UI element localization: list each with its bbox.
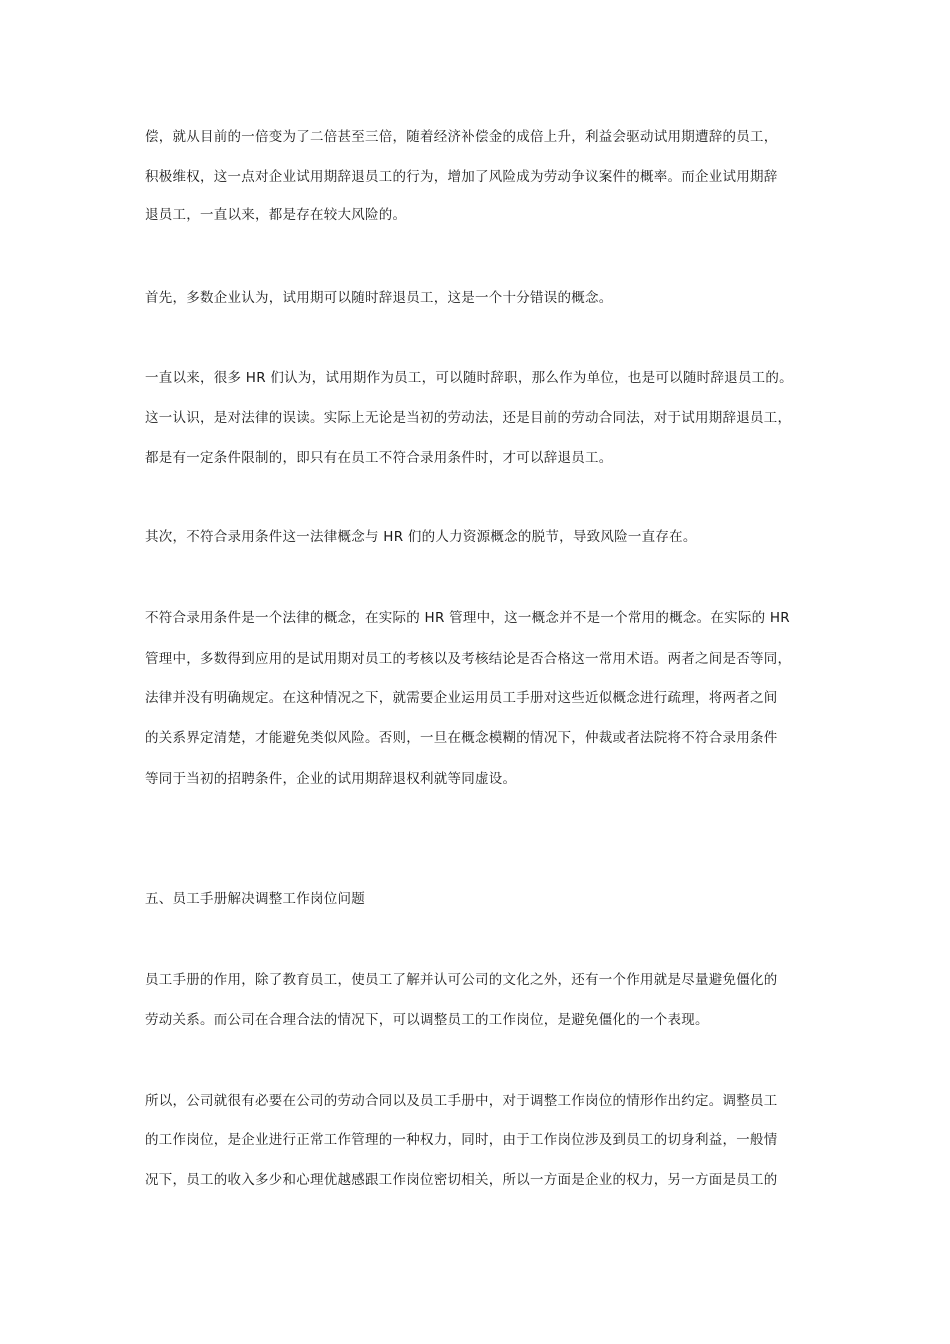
text-line: 退员工，一直以来，都是存在较大风险的。: [145, 207, 407, 223]
text-line: 首先，多数企业认为，试用期可以随时辞退员工，这是一个十分错误的概念。: [145, 290, 613, 306]
text-line: 管理中，多数得到应用的是试用期对员工的考核以及考核结论是否合格这一常用术语。两者之间是否等同，: [145, 651, 792, 667]
text-line: 法律并没有明确规定。在这种情况之下，就需要企业运用员工手册对这些近似概念进行疏理，将两者之间: [145, 690, 778, 706]
text-line: 所以，公司就很有必要在公司的劳动合同以及员工手册中，对于调整工作岗位的情形作出约定。调整员工: [145, 1093, 778, 1109]
text-line: 劳动关系。而公司在合理合法的情况下，可以调整员工的工作岗位，是避免僵化的一个表现。: [145, 1012, 709, 1028]
text-line: 都是有一定条件限制的，即只有在员工不符合录用条件时，才可以辞退员工。: [145, 450, 613, 466]
text-line: 的关系界定清楚，才能避免类似风险。否则，一旦在概念模糊的情况下，仲裁或者法院将不符合录用条件: [145, 730, 778, 746]
text-line: 这一认识，是对法律的误读。实际上无论是当初的劳动法，还是目前的劳动合同法，对于试用期辞退员工，: [145, 410, 792, 426]
text-line: 五、员工手册解决调整工作岗位问题: [145, 891, 365, 907]
text-line: 况下，员工的收入多少和心理优越感跟工作岗位密切相关，所以一方面是企业的权力，另一方面是员工的: [145, 1172, 778, 1188]
text-line: 员工手册的作用，除了教育员工，使员工了解并认可公司的文化之外，还有一个作用就是尽量避免僵化的: [145, 972, 778, 988]
text-line: 一直以来，很多 HR 们认为，试用期作为员工，可以随时辞职，那么作为单位，也是可以随时辞退员工的。: [145, 370, 793, 386]
text-line: 不符合录用条件是一个法律的概念，在实际的 HR 管理中，这一概念并不是一个常用的概念。在实际的 HR: [145, 610, 790, 626]
text-line: 积极维权，这一点对企业试用期辞退员工的行为，增加了风险成为劳动争议案件的概率。而企业试用期辞: [145, 169, 778, 185]
text-line: 等同于当初的招聘条件，企业的试用期辞退权利就等同虚设。: [145, 771, 517, 787]
text-line: 的工作岗位，是企业进行正常工作管理的一种权力，同时，由于工作岗位涉及到员工的切身利益，一般情: [145, 1132, 778, 1148]
text-line: 其次，不符合录用条件这一法律概念与 HR 们的人力资源概念的脱节，导致风险一直存在。: [145, 529, 697, 545]
text-line: 偿，就从目前的一倍变为了二倍甚至三倍，随着经济补偿金的成倍上升，利益会驱动试用期遭辞的员工，: [145, 129, 778, 145]
